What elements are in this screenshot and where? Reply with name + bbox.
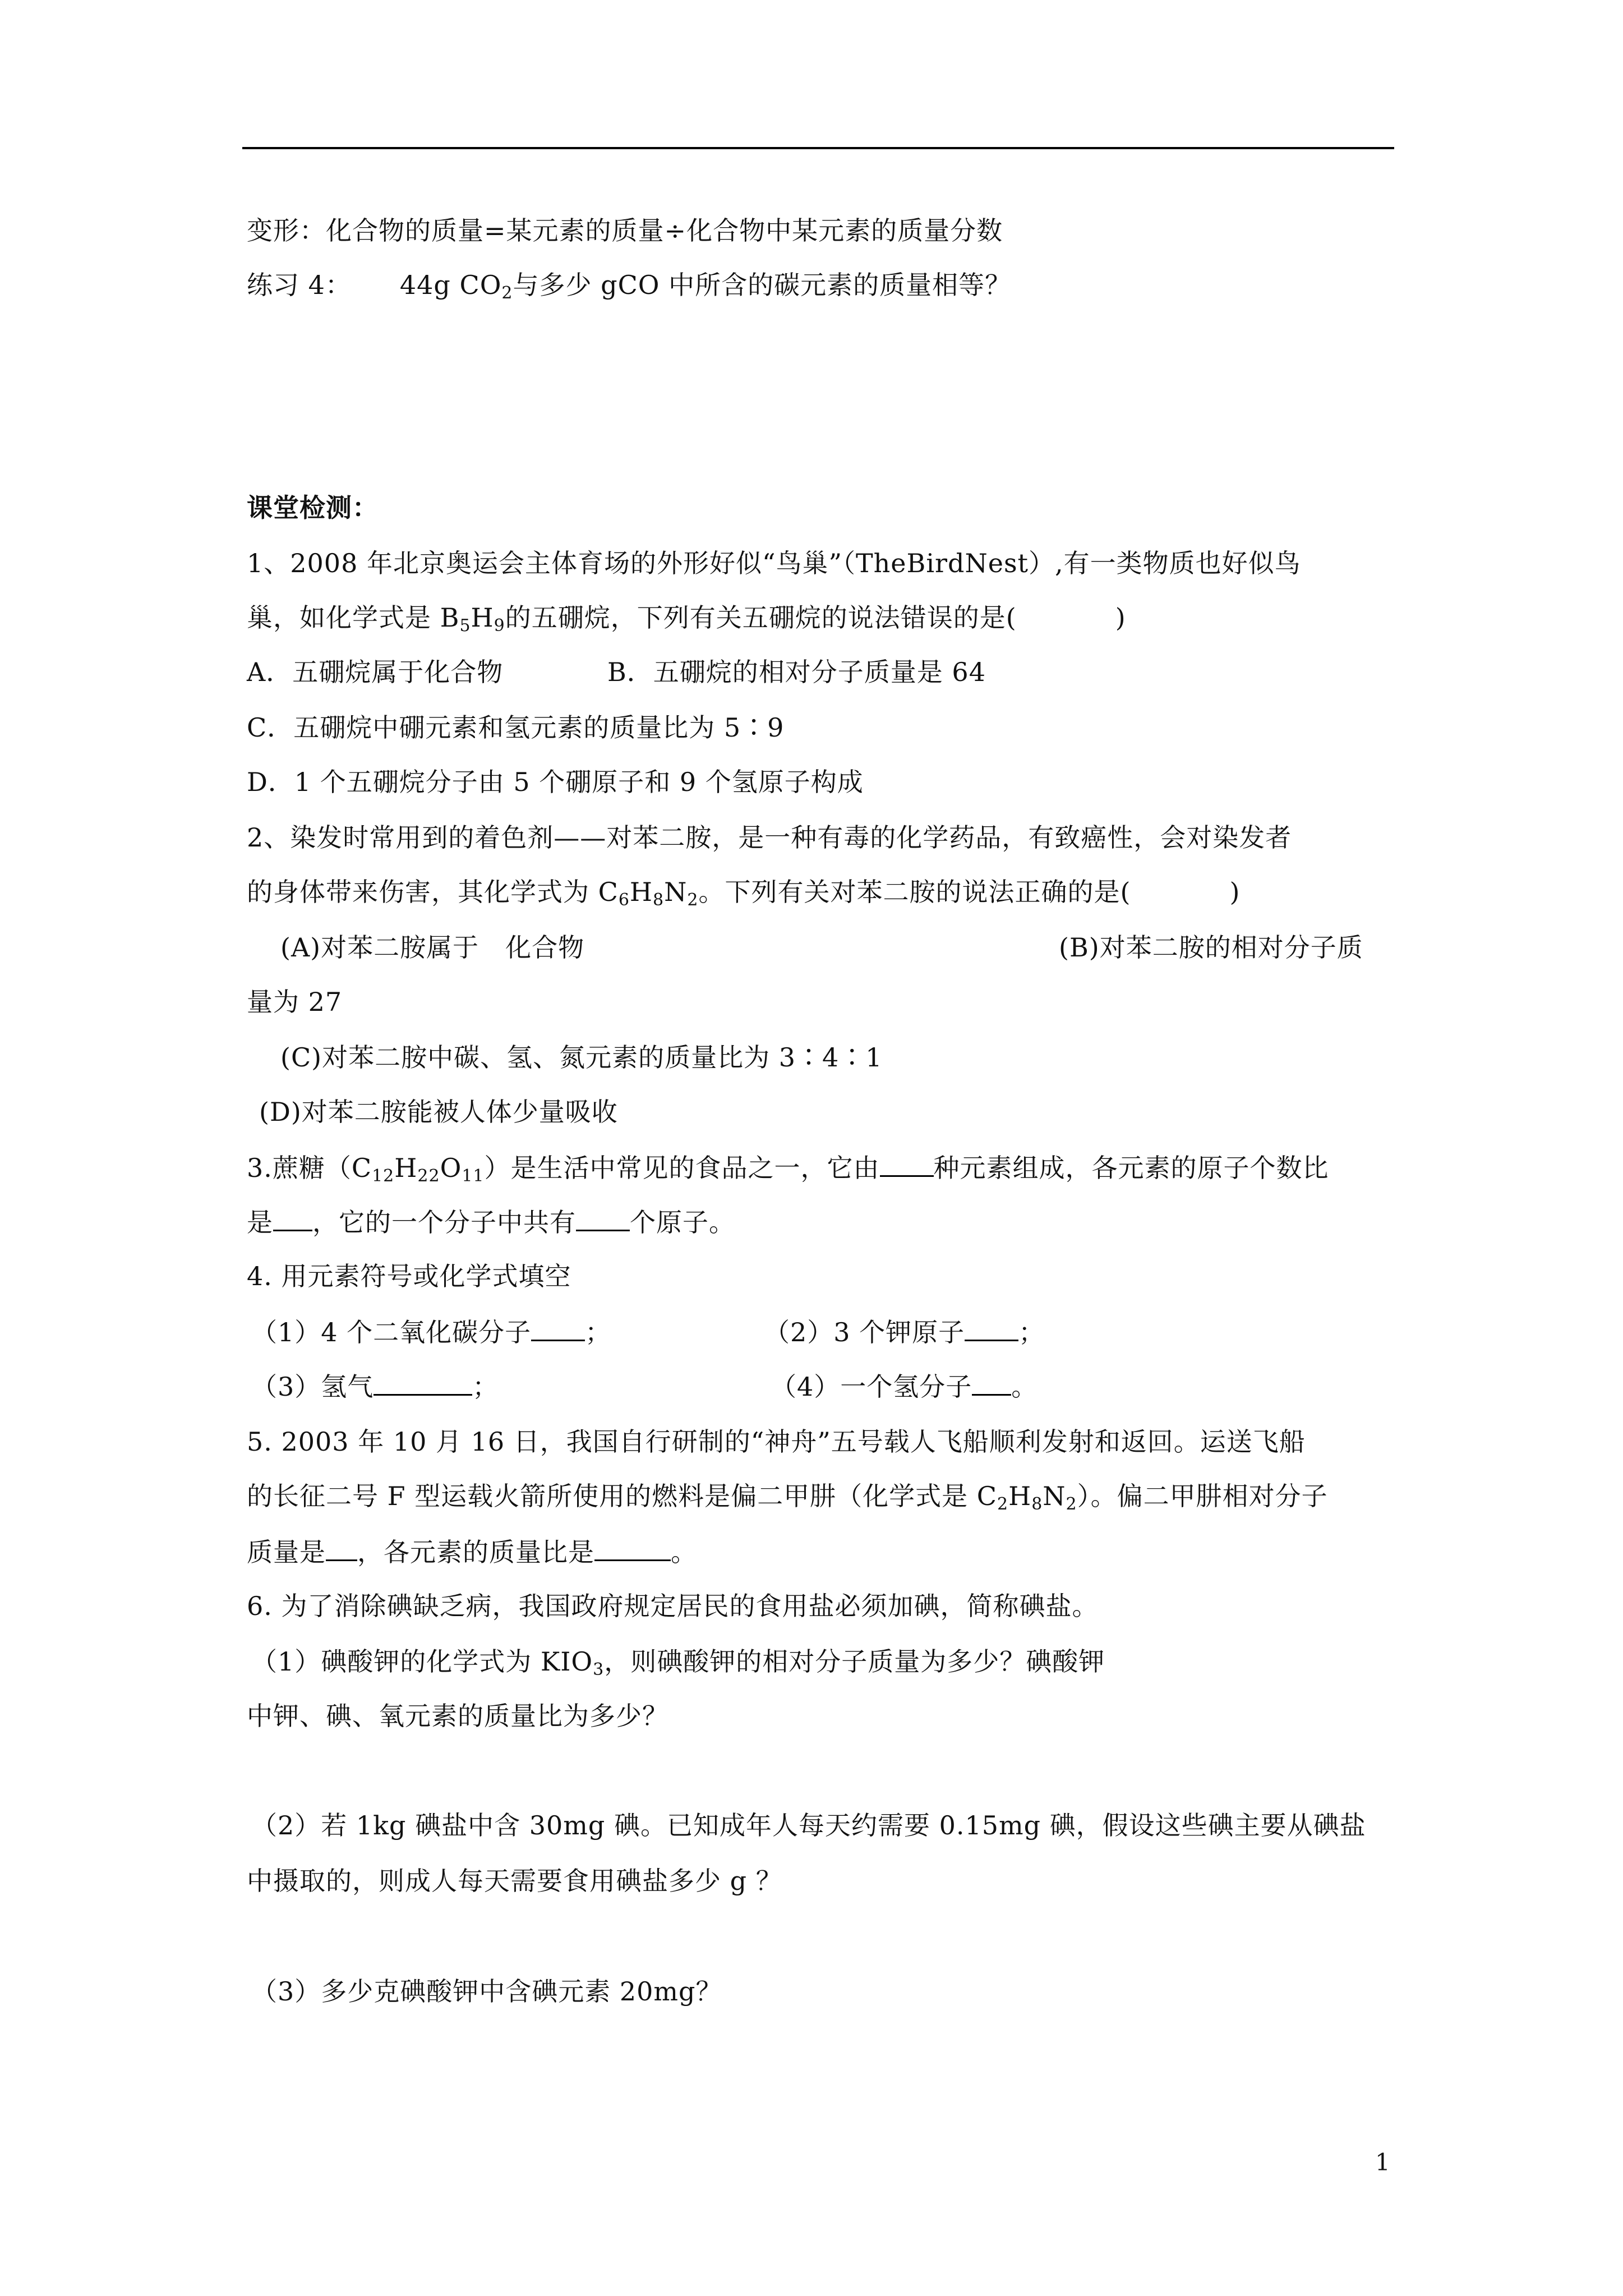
- q6-part-1: （1）碘酸钾的化学式为 $KIO_3$，则碘酸钾的相对分子质量为多少？碘酸钾: [251, 1646, 1105, 1680]
- q6-part-2-line-2: 中摄取的，则成人每天需要食用碘盐多少 g ？: [247, 1866, 782, 1896]
- q1-line-1: 1、2008 年北京奥运会主体育场的外形好似“鸟巢”（TheBirdNest）,有一类物质也好似鸟: [247, 548, 1301, 578]
- q1-option-d: D．1 个五硼烷分子由 5 个硼原子和 9 个氢原子构成: [247, 767, 864, 797]
- q6-part-3: （3）多少克碘酸钾中含碘元素 20mg？: [251, 1976, 722, 2007]
- q6-title: 6. 为了消除碘缺乏病，我国政府规定居民的食用盐必须加碘，简称碘盐。: [247, 1591, 1099, 1621]
- q5-blank-mass-ratio[interactable]: [594, 1535, 671, 1561]
- q3-line-1: 3.蔗糖$(C_{12}H_{22}O_{11})$是生活中常见的食品之一，它由 种元素组成，各元素的原子个数比: [247, 1151, 1329, 1185]
- q3-blank-atom-total[interactable]: [576, 1205, 630, 1231]
- q3-blank-atom-ratio[interactable]: [273, 1205, 312, 1231]
- q4-item-1: （1）4 个二氧化碳分子 ；: [251, 1315, 611, 1349]
- q4-item-4: （4）一个氢分子 。: [771, 1369, 1038, 1404]
- q5-line-1: 5. 2003 年 10 月 16 日，我国自行研制的“神舟”五号载人飞船顺利发射和返回。运送飞船: [247, 1427, 1306, 1457]
- q4-item-2: （2）3 个钾原子 ；: [764, 1315, 1045, 1349]
- q5-line-3: 质量是 ，各元素的质量比是 。: [247, 1535, 697, 1569]
- section-title: 课堂检测：: [247, 493, 379, 523]
- q5-blank-molecular-mass[interactable]: [326, 1535, 357, 1561]
- q2-option-b: (B)对苯二胺的相对分子质: [1059, 932, 1363, 963]
- q3-blank-element-count[interactable]: [880, 1151, 934, 1177]
- q4-blank-3[interactable]: [374, 1369, 472, 1396]
- header-rule: [242, 147, 1394, 149]
- q1-option-b: B．五硼烷的相对分子质量是 64: [607, 657, 986, 687]
- exercise-4-label: 练习 4：: [247, 270, 352, 300]
- q4-item-3: （3）氢气 ；: [251, 1369, 499, 1404]
- exercise-4-line: 练习 4： 44g $CO_2$与多少 gCO 中所含的碳元素的质量相等？: [247, 270, 1012, 303]
- q2-option-c: (C)对苯二胺中碳、氢、氮元素的质量比为 3∶4∶1: [280, 1042, 883, 1073]
- formula-variant-line: 变形：化合物的质量=某元素的质量÷化合物中某元素的质量分数: [247, 215, 1003, 246]
- q6-part-2-line-1: （2）若 1kg 碘盐中含 30mg 碘。已知成年人每天约需要 0.15mg 碘，假设这些碘主要从碘盐: [251, 1810, 1366, 1841]
- q2-option-d: (D)对苯二胺能被人体少量吸收: [259, 1097, 618, 1127]
- q2-option-b-continued: 量为 27: [247, 987, 343, 1017]
- q2-option-a: (A)对苯二胺属于 化合物: [280, 932, 585, 963]
- q4-blank-4[interactable]: [972, 1369, 1011, 1396]
- q4-blank-1[interactable]: [531, 1315, 585, 1341]
- page-number: 1: [1375, 2148, 1390, 2176]
- q1-option-c: C．五硼烷中硼元素和氢元素的质量比为 5∶9: [247, 712, 785, 743]
- q5-line-2: 的长征二号 F 型运载火箭所使用的燃料是偏二甲肼（化学式是 $C_2H_8N_2$）。偏二甲肼相对分子: [247, 1481, 1328, 1514]
- q2-line-1: 2、染发时常用到的着色剂——对苯二胺，是一种有毒的化学药品，有致癌性，会对染发者: [247, 822, 1292, 853]
- q4-blank-2[interactable]: [965, 1315, 1018, 1341]
- q6-part-1-continued: 中钾、碘、氧元素的质量比为多少？: [247, 1701, 668, 1731]
- q1-option-a: A．五硼烷属于化合物: [247, 657, 504, 687]
- q1-line-2: 巢，如化学式是 $B_5H_9$的五硼烷，下列有关五硼烷的说法错误的是( ): [247, 602, 1126, 636]
- q2-line-2: 的身体带来伤害，其化学式为 $C_6H_8N_2$。下列有关对苯二胺的说法正确的是( ): [247, 877, 1241, 910]
- q3-line-2: 是 ，它的一个分子中共有 个原子。: [247, 1205, 735, 1239]
- q4-title: 4. 用元素符号或化学式填空: [247, 1261, 571, 1291]
